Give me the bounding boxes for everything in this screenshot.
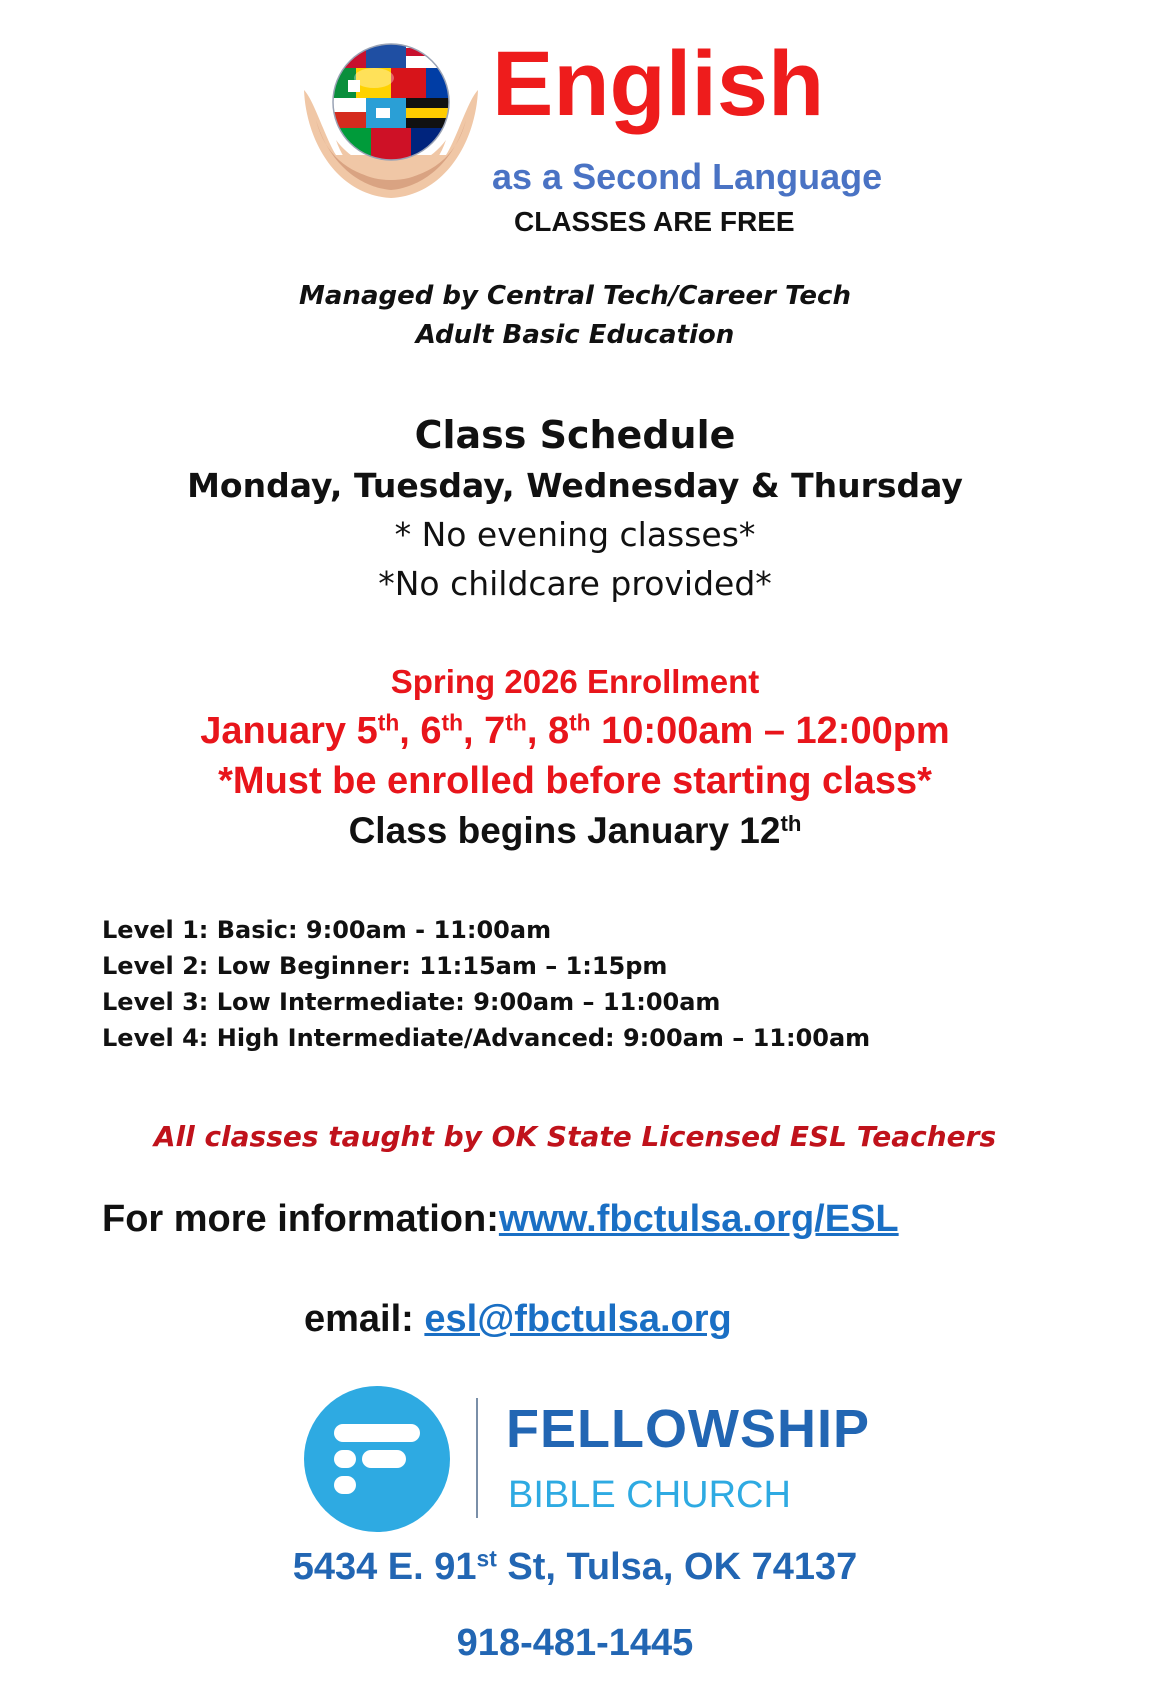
level-1-item: Level 1: Basic: 9:00am - 11:00am (102, 916, 552, 944)
licensed-teachers-note: All classes taught by OK State Licensed ESL Teachers (153, 1120, 997, 1153)
enrollment-requirement: *Must be enrolled before starting class* (218, 760, 932, 802)
more-info-label: For more information: (102, 1198, 499, 1240)
managed-by-line: Managed by Central Tech/Career Tech (299, 281, 851, 311)
schedule-days: Monday, Tuesday, Wednesday & Thursday (187, 466, 963, 505)
level-4-item: Level 4: High Intermediate/Advanced: 9:00am – 11:00am (102, 1024, 871, 1052)
class-begins-date: Class begins January 12th (348, 810, 802, 851)
page-subtitle: as a Second Language (492, 156, 883, 197)
church-name: FELLOWSHIP (506, 1399, 870, 1459)
enrollment-dates: January 5th, 6th, 7th, 8th 10:00am – 12:00pm (200, 709, 950, 752)
email-line (304, 1298, 732, 1341)
hands-holding-flag-globe-icon (296, 20, 486, 210)
email-label: email: (304, 1298, 425, 1340)
page-title: English (492, 33, 825, 135)
managed-by-line-2: Adult Basic Education (415, 320, 735, 350)
church-address: 5434 E. 91st St, Tulsa, OK 74137 (292, 1545, 858, 1588)
schedule-title: Class Schedule (414, 413, 736, 457)
levels-list (102, 912, 870, 1056)
enrollment-title: Spring 2026 Enrollment (390, 663, 760, 700)
more-info-line (102, 1198, 899, 1241)
level-3-item: Level 3: Low Intermediate: 9:00am – 11:00am (102, 988, 721, 1016)
free-classes-note: CLASSES ARE FREE (514, 206, 795, 237)
no-evening-note: * No evening classes* (394, 515, 756, 554)
logo-divider (476, 1398, 478, 1518)
esl-website-link[interactable]: www.fbctulsa.org/ESL (498, 1198, 899, 1240)
church-phone: 918-481-1445 (456, 1622, 694, 1664)
church-subname: BIBLE CHURCH (508, 1474, 791, 1516)
no-childcare-note: *No childcare provided* (378, 564, 772, 603)
esl-email-link[interactable]: esl@fbctulsa.org (424, 1298, 732, 1340)
fellowship-f-logo-icon (304, 1386, 450, 1532)
level-2-item: Level 2: Low Beginner: 11:15am – 1:15pm (102, 952, 668, 980)
